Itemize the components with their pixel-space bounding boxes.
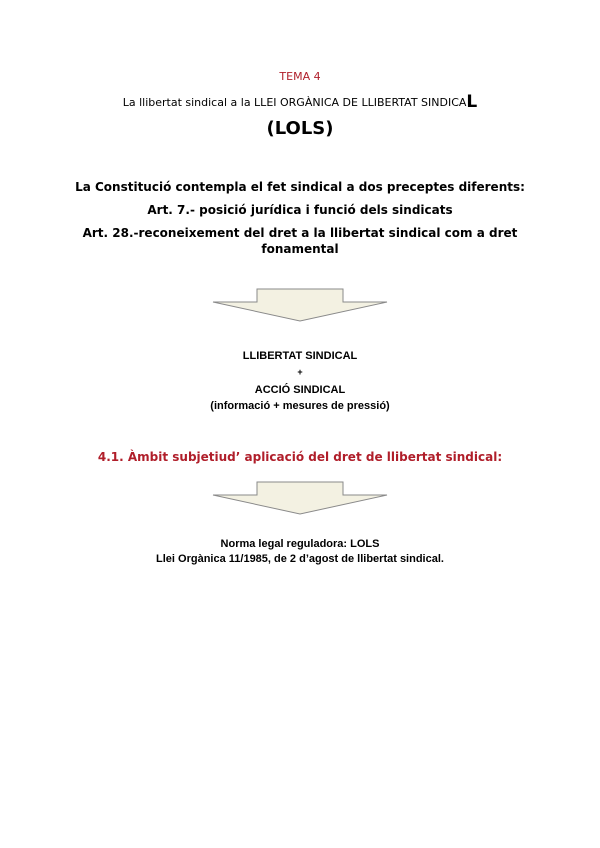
section-heading: 4.1. Àmbit subjetiud’ aplicació del dret de llibertat sindical: bbox=[97, 450, 503, 464]
organic-law-reference: Llei Orgànica 11/1985, de 2 d’agost de llibertat sindical. bbox=[156, 553, 444, 565]
summary-freedom: LLIBERTAT SINDICAL bbox=[242, 350, 358, 362]
topic-title bbox=[0, 92, 600, 112]
topic-number: TEMA 4 bbox=[279, 70, 321, 83]
down-arrow-icon bbox=[212, 288, 388, 322]
legal-norm: Norma legal reguladora: LOLS bbox=[220, 538, 380, 550]
topic-title-text: La llibertat sindical a la LLEI ORGÀNICA DE LLIBERTAT SINDICA bbox=[122, 96, 467, 109]
summary-plus: + bbox=[297, 367, 303, 377]
topic-abbreviation: (LOLS) bbox=[266, 118, 334, 139]
topic-title-final-letter: L bbox=[466, 92, 478, 112]
summary-action: ACCIÓ SINDICAL bbox=[254, 384, 346, 396]
article-28-line1: Art. 28.-reconeixement del dret a la llibertat sindical com a dret bbox=[82, 226, 518, 240]
down-arrow-icon bbox=[212, 481, 388, 515]
summary-detail: (informació + mesures de pressió) bbox=[210, 400, 390, 412]
article-28-line2: fonamental bbox=[261, 242, 339, 256]
constitution-intro: La Constitució contempla el fet sindical a dos preceptes diferents: bbox=[75, 180, 525, 194]
article-7: Art. 7.- posició jurídica i funció dels sindicats bbox=[147, 203, 453, 217]
